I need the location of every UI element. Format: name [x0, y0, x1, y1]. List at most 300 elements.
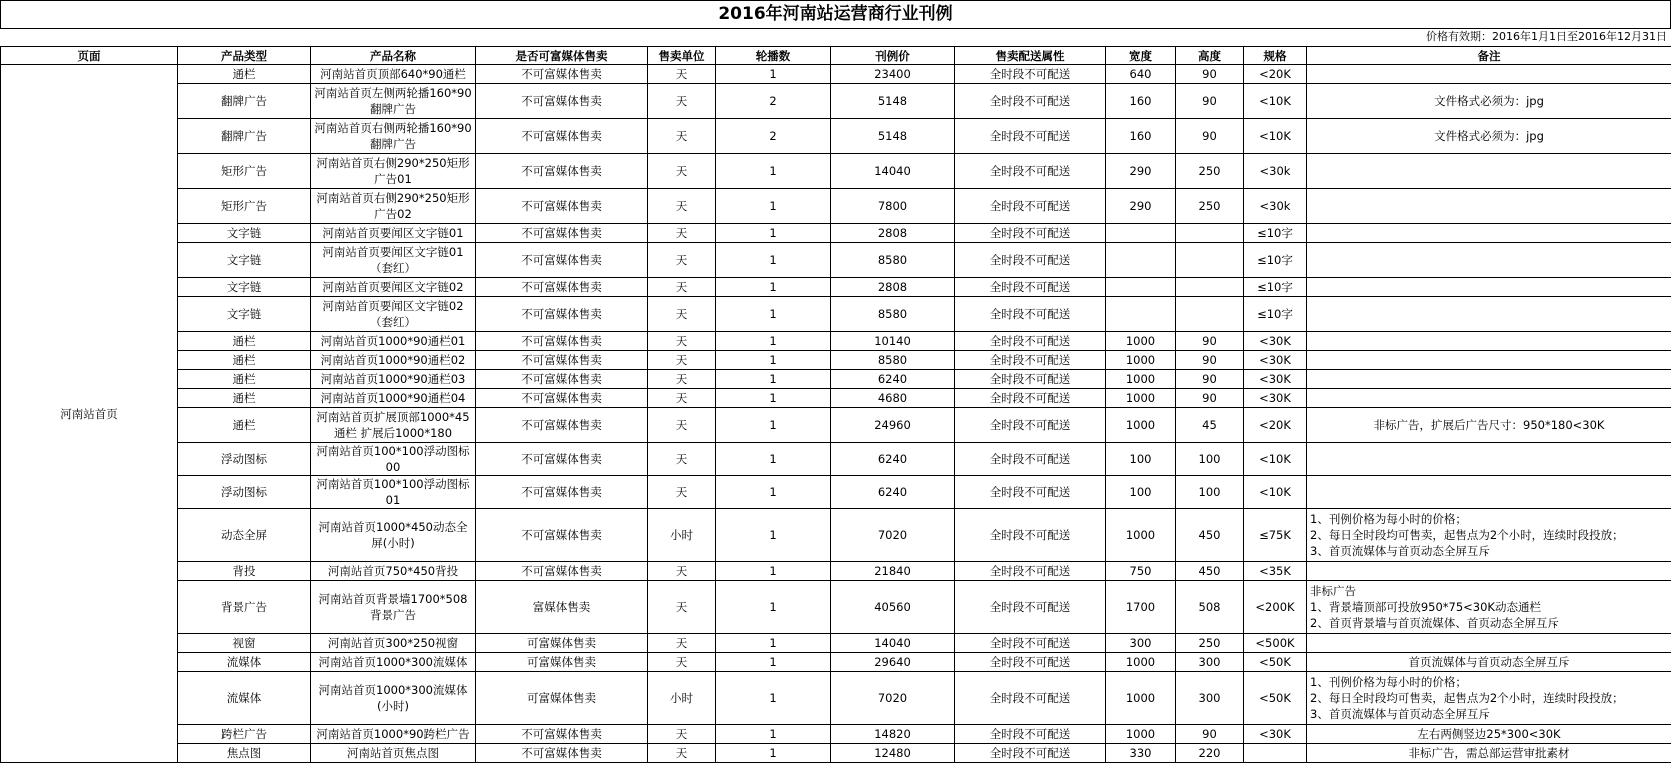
sales-unit-cell[interactable]: 天 — [648, 653, 716, 672]
product-name-cell[interactable]: 河南站首页背景墙1700*508背景广告 — [311, 581, 476, 634]
product-type-cell[interactable]: 通栏 — [178, 370, 311, 389]
note-line: 首页流媒体与首页动态全屏互斥 — [1408, 655, 1570, 669]
rotation-cell[interactable]: 1 — [716, 243, 831, 278]
spec-cell[interactable]: <50K — [1244, 653, 1307, 672]
rotation-cell[interactable]: 1 — [716, 476, 831, 509]
product-name-cell[interactable]: 河南站首页顶部640*90通栏 — [311, 65, 476, 84]
page-name-cell[interactable]: 河南站首页 — [1, 65, 178, 763]
col-header-sales-unit[interactable]: 售卖单位 — [648, 47, 716, 65]
delivery-cell[interactable]: 全时段不可配送 — [955, 634, 1106, 653]
product-name-cell[interactable]: 河南站首页1000*90跨栏广告 — [311, 725, 476, 744]
price-cell[interactable]: 7800 — [831, 189, 955, 224]
height-cell[interactable]: 90 — [1176, 65, 1244, 84]
sales-unit-cell[interactable]: 天 — [648, 154, 716, 189]
col-header-page[interactable]: 页面 — [1, 47, 178, 65]
notes-cell[interactable] — [1307, 243, 1671, 278]
price-cell[interactable]: 6240 — [831, 443, 955, 476]
rich-media-cell[interactable]: 不可富媒体售卖 — [476, 408, 648, 443]
rich-media-cell[interactable]: 不可富媒体售卖 — [476, 243, 648, 278]
product-type-cell[interactable]: 视窗 — [178, 634, 311, 653]
product-name-cell[interactable]: 河南站首页750*450背投 — [311, 562, 476, 581]
col-header-width[interactable]: 宽度 — [1106, 47, 1176, 65]
product-name-cell[interactable]: 河南站首页1000*90通栏04 — [311, 389, 476, 408]
sales-unit-cell[interactable]: 天 — [648, 562, 716, 581]
width-cell[interactable] — [1106, 278, 1176, 297]
rich-media-cell[interactable]: 可富媒体售卖 — [476, 653, 648, 672]
spec-cell[interactable]: <10K — [1244, 84, 1307, 119]
price-cell[interactable]: 24960 — [831, 408, 955, 443]
delivery-cell[interactable]: 全时段不可配送 — [955, 65, 1106, 84]
height-cell[interactable] — [1176, 243, 1244, 278]
rich-media-cell[interactable]: 不可富媒体售卖 — [476, 389, 648, 408]
delivery-cell[interactable]: 全时段不可配送 — [955, 297, 1106, 332]
rich-media-cell[interactable]: 不可富媒体售卖 — [476, 562, 648, 581]
delivery-cell[interactable]: 全时段不可配送 — [955, 278, 1106, 297]
price-cell[interactable]: 7020 — [831, 672, 955, 725]
notes-cell[interactable] — [1307, 672, 1671, 725]
height-cell[interactable] — [1176, 224, 1244, 243]
table-row — [1, 370, 1671, 389]
width-cell[interactable]: 1000 — [1106, 332, 1176, 351]
rotation-cell[interactable]: 1 — [716, 278, 831, 297]
delivery-cell[interactable]: 全时段不可配送 — [955, 581, 1106, 634]
table-row — [1, 672, 1671, 725]
height-cell[interactable] — [1176, 297, 1244, 332]
product-type-cell[interactable]: 通栏 — [178, 408, 311, 443]
width-cell[interactable]: 640 — [1106, 65, 1176, 84]
rich-media-cell[interactable]: 不可富媒体售卖 — [476, 744, 648, 763]
product-type-cell[interactable]: 焦点图 — [178, 744, 311, 763]
product-name-cell[interactable]: 河南站首页要闻区文字链02（套红） — [311, 297, 476, 332]
note-line: 2、首页背景墙与首页流媒体、首页动态全屏互斥 — [1310, 616, 1559, 630]
rich-media-cell[interactable]: 不可富媒体售卖 — [476, 509, 648, 562]
product-type-cell[interactable]: 通栏 — [178, 351, 311, 370]
rotation-cell[interactable]: 1 — [716, 224, 831, 243]
height-cell[interactable]: 90 — [1176, 351, 1244, 370]
product-name-cell[interactable]: 河南站首页焦点图 — [311, 744, 476, 763]
col-header-rotation[interactable]: 轮播数 — [716, 47, 831, 65]
sales-unit-cell[interactable]: 天 — [648, 297, 716, 332]
delivery-cell[interactable]: 全时段不可配送 — [955, 744, 1106, 763]
notes-cell[interactable] — [1307, 351, 1671, 370]
spec-cell[interactable]: ≤75K — [1244, 509, 1307, 562]
height-cell[interactable]: 100 — [1176, 476, 1244, 509]
delivery-cell[interactable]: 全时段不可配送 — [955, 351, 1106, 370]
note-line: 1、刊例价格为每小时的价格； — [1310, 512, 1467, 526]
notes-cell[interactable] — [1307, 408, 1671, 443]
table-row — [1, 389, 1671, 408]
width-cell[interactable]: 1000 — [1106, 370, 1176, 389]
height-cell[interactable]: 450 — [1176, 562, 1244, 581]
note-line: 3、首页流媒体与首页动态全屏互斥 — [1310, 544, 1490, 558]
rotation-cell[interactable]: 1 — [716, 297, 831, 332]
product-type-cell[interactable]: 流媒体 — [178, 672, 311, 725]
rotation-cell[interactable]: 1 — [716, 744, 831, 763]
price-cell[interactable]: 40560 — [831, 581, 955, 634]
product-name-cell[interactable]: 河南站首页右侧290*250矩形广告02 — [311, 189, 476, 224]
product-type-cell[interactable]: 文字链 — [178, 243, 311, 278]
sales-unit-cell[interactable]: 天 — [648, 224, 716, 243]
rotation-cell[interactable]: 1 — [716, 65, 831, 84]
spec-cell[interactable]: <30k — [1244, 189, 1307, 224]
product-type-cell[interactable]: 文字链 — [178, 224, 311, 243]
product-name-cell[interactable]: 河南站首页扩展顶部1000*45通栏 扩展后1000*180 — [311, 408, 476, 443]
width-cell[interactable]: 100 — [1106, 443, 1176, 476]
price-cell[interactable]: 6240 — [831, 476, 955, 509]
table-row — [1, 224, 1671, 243]
product-name-cell[interactable]: 河南站首页1000*300流媒体 — [311, 653, 476, 672]
notes-cell[interactable] — [1307, 224, 1671, 243]
rich-media-cell[interactable]: 富媒体售卖 — [476, 581, 648, 634]
rotation-cell[interactable]: 1 — [716, 370, 831, 389]
spec-cell[interactable]: <500K — [1244, 634, 1307, 653]
rotation-cell[interactable]: 1 — [716, 562, 831, 581]
notes-cell[interactable] — [1307, 65, 1671, 84]
price-cell[interactable]: 5148 — [831, 119, 955, 154]
price-cell[interactable]: 14040 — [831, 634, 955, 653]
sales-unit-cell[interactable]: 小时 — [648, 509, 716, 562]
sales-unit-cell[interactable]: 天 — [648, 332, 716, 351]
product-name-cell[interactable]: 河南站首页右侧两轮播160*90翻牌广告 — [311, 119, 476, 154]
notes-cell[interactable] — [1307, 443, 1671, 476]
price-cell[interactable]: 21840 — [831, 562, 955, 581]
delivery-cell[interactable]: 全时段不可配送 — [955, 154, 1106, 189]
price-cell[interactable]: 2808 — [831, 224, 955, 243]
rotation-cell[interactable]: 1 — [716, 189, 831, 224]
rotation-cell[interactable]: 1 — [716, 443, 831, 476]
sales-unit-cell[interactable]: 天 — [648, 351, 716, 370]
rich-media-cell[interactable]: 不可富媒体售卖 — [476, 297, 648, 332]
table-row — [1, 332, 1671, 351]
rotation-cell[interactable]: 1 — [716, 154, 831, 189]
delivery-cell[interactable]: 全时段不可配送 — [955, 653, 1106, 672]
spec-cell[interactable]: <50K — [1244, 672, 1307, 725]
rotation-cell[interactable]: 1 — [716, 634, 831, 653]
notes-cell[interactable] — [1307, 509, 1671, 562]
spec-cell[interactable]: <10K — [1244, 443, 1307, 476]
price-cell[interactable]: 14040 — [831, 154, 955, 189]
width-cell[interactable]: 1000 — [1106, 509, 1176, 562]
rich-media-cell[interactable]: 不可富媒体售卖 — [476, 119, 648, 154]
sales-unit-cell[interactable]: 天 — [648, 84, 716, 119]
notes-cell[interactable] — [1307, 476, 1671, 509]
width-cell[interactable]: 160 — [1106, 119, 1176, 154]
sales-unit-cell[interactable]: 天 — [648, 476, 716, 509]
height-cell[interactable]: 90 — [1176, 84, 1244, 119]
sales-unit-cell[interactable]: 天 — [648, 243, 716, 278]
product-name-cell[interactable]: 河南站首页1000*300流媒体(小时) — [311, 672, 476, 725]
width-cell[interactable]: 1000 — [1106, 408, 1176, 443]
sales-unit-cell[interactable]: 天 — [648, 725, 716, 744]
spec-cell[interactable]: <30K — [1244, 351, 1307, 370]
price-cell[interactable]: 4680 — [831, 389, 955, 408]
height-cell[interactable]: 220 — [1176, 744, 1244, 763]
spec-cell[interactable]: <30K — [1244, 389, 1307, 408]
sales-unit-cell[interactable]: 天 — [648, 389, 716, 408]
sales-unit-cell[interactable]: 天 — [648, 119, 716, 154]
product-name-cell[interactable]: 河南站首页右侧290*250矩形广告01 — [311, 154, 476, 189]
delivery-cell[interactable]: 全时段不可配送 — [955, 476, 1106, 509]
product-name-cell[interactable]: 河南站首页1000*90通栏03 — [311, 370, 476, 389]
price-cell[interactable]: 29640 — [831, 653, 955, 672]
product-type-cell[interactable]: 跨栏广告 — [178, 725, 311, 744]
width-cell[interactable]: 1000 — [1106, 672, 1176, 725]
sales-unit-cell[interactable]: 天 — [648, 443, 716, 476]
rich-media-cell[interactable]: 可富媒体售卖 — [476, 672, 648, 725]
width-cell[interactable]: 1000 — [1106, 725, 1176, 744]
spec-cell[interactable]: ≤10字 — [1244, 243, 1307, 278]
rich-media-cell[interactable]: 不可富媒体售卖 — [476, 351, 648, 370]
rotation-cell[interactable]: 1 — [716, 509, 831, 562]
product-type-cell[interactable]: 通栏 — [178, 332, 311, 351]
height-cell[interactable]: 90 — [1176, 370, 1244, 389]
width-cell[interactable]: 1000 — [1106, 389, 1176, 408]
product-type-cell[interactable]: 翻牌广告 — [178, 84, 311, 119]
spec-cell[interactable]: <30K — [1244, 332, 1307, 351]
spec-cell[interactable]: ≤10字 — [1244, 297, 1307, 332]
notes-cell[interactable] — [1307, 744, 1671, 763]
height-cell[interactable]: 90 — [1176, 332, 1244, 351]
sales-unit-cell[interactable]: 天 — [648, 634, 716, 653]
spec-cell[interactable]: <30K — [1244, 370, 1307, 389]
height-cell[interactable]: 90 — [1176, 389, 1244, 408]
sales-unit-cell[interactable]: 天 — [648, 370, 716, 389]
product-type-cell[interactable]: 矩形广告 — [178, 154, 311, 189]
spec-cell[interactable]: ≤10字 — [1244, 278, 1307, 297]
height-cell[interactable]: 90 — [1176, 725, 1244, 744]
sales-unit-cell[interactable]: 天 — [648, 189, 716, 224]
notes-cell[interactable] — [1307, 562, 1671, 581]
spec-cell[interactable]: <200K — [1244, 581, 1307, 634]
notes-cell[interactable] — [1307, 189, 1671, 224]
price-cell[interactable]: 23400 — [831, 65, 955, 84]
height-cell[interactable]: 300 — [1176, 653, 1244, 672]
price-cell[interactable]: 10140 — [831, 332, 955, 351]
header-row — [1, 47, 1671, 65]
product-type-cell[interactable]: 通栏 — [178, 65, 311, 84]
rich-media-cell[interactable]: 不可富媒体售卖 — [476, 224, 648, 243]
rotation-cell[interactable]: 1 — [716, 653, 831, 672]
table-body — [1, 65, 1671, 763]
price-cell[interactable]: 6240 — [831, 370, 955, 389]
col-header-delivery[interactable]: 售卖配送属性 — [955, 47, 1106, 65]
rotation-cell[interactable]: 1 — [716, 725, 831, 744]
delivery-cell[interactable]: 全时段不可配送 — [955, 408, 1106, 443]
product-name-cell[interactable]: 河南站首页要闻区文字链01 — [311, 224, 476, 243]
sales-unit-cell[interactable]: 天 — [648, 744, 716, 763]
rich-media-cell[interactable]: 不可富媒体售卖 — [476, 725, 648, 744]
price-cell[interactable]: 5148 — [831, 84, 955, 119]
spec-cell[interactable]: <35K — [1244, 562, 1307, 581]
rich-media-cell[interactable]: 不可富媒体售卖 — [476, 154, 648, 189]
width-cell[interactable]: 160 — [1106, 84, 1176, 119]
product-type-cell[interactable]: 文字链 — [178, 297, 311, 332]
width-cell[interactable]: 1700 — [1106, 581, 1176, 634]
notes-cell[interactable] — [1307, 634, 1671, 653]
product-name-cell[interactable]: 河南站首页1000*450动态全屏(小时) — [311, 509, 476, 562]
product-type-cell[interactable]: 背投 — [178, 562, 311, 581]
product-type-cell[interactable]: 流媒体 — [178, 653, 311, 672]
rotation-cell[interactable]: 1 — [716, 408, 831, 443]
rich-media-cell[interactable]: 不可富媒体售卖 — [476, 370, 648, 389]
product-type-cell[interactable]: 动态全屏 — [178, 509, 311, 562]
rich-media-cell[interactable]: 可富媒体售卖 — [476, 634, 648, 653]
col-header-height[interactable]: 高度 — [1176, 47, 1244, 65]
delivery-cell[interactable]: 全时段不可配送 — [955, 725, 1106, 744]
note-line: 3、首页流媒体与首页动态全屏互斥 — [1310, 707, 1490, 721]
notes-cell[interactable] — [1307, 332, 1671, 351]
width-cell[interactable]: 330 — [1106, 744, 1176, 763]
delivery-cell[interactable]: 全时段不可配送 — [955, 562, 1106, 581]
product-name-cell[interactable]: 河南站首页1000*90通栏01 — [311, 332, 476, 351]
price-cell[interactable]: 8580 — [831, 351, 955, 370]
delivery-cell[interactable]: 全时段不可配送 — [955, 189, 1106, 224]
width-cell[interactable] — [1106, 297, 1176, 332]
product-name-cell[interactable]: 河南站首页100*100浮动图标01 — [311, 476, 476, 509]
notes-cell[interactable] — [1307, 278, 1671, 297]
rich-media-cell[interactable]: 不可富媒体售卖 — [476, 84, 648, 119]
product-type-cell[interactable]: 矩形广告 — [178, 189, 311, 224]
notes-cell[interactable] — [1307, 581, 1671, 634]
spec-cell[interactable]: ≤10字 — [1244, 224, 1307, 243]
notes-cell[interactable] — [1307, 389, 1671, 408]
product-type-cell[interactable]: 翻牌广告 — [178, 119, 311, 154]
product-type-cell[interactable]: 浮动图标 — [178, 443, 311, 476]
notes-cell[interactable] — [1307, 370, 1671, 389]
table-row — [1, 509, 1671, 562]
product-type-cell[interactable]: 浮动图标 — [178, 476, 311, 509]
height-cell[interactable] — [1176, 278, 1244, 297]
height-cell[interactable]: 45 — [1176, 408, 1244, 443]
col-header-rich-media[interactable]: 是否可富媒体售卖 — [476, 47, 648, 65]
height-cell[interactable]: 100 — [1176, 443, 1244, 476]
rich-media-cell[interactable]: 不可富媒体售卖 — [476, 278, 648, 297]
rotation-cell[interactable]: 1 — [716, 351, 831, 370]
product-name-cell[interactable]: 河南站首页左侧两轮播160*90翻牌广告 — [311, 84, 476, 119]
delivery-cell[interactable]: 全时段不可配送 — [955, 389, 1106, 408]
height-cell[interactable]: 250 — [1176, 154, 1244, 189]
rotation-cell[interactable]: 1 — [716, 389, 831, 408]
product-name-cell[interactable]: 河南站首页100*100浮动图标00 — [311, 443, 476, 476]
height-cell[interactable]: 450 — [1176, 509, 1244, 562]
price-cell[interactable]: 7020 — [831, 509, 955, 562]
delivery-cell[interactable]: 全时段不可配送 — [955, 332, 1106, 351]
width-cell[interactable]: 290 — [1106, 189, 1176, 224]
width-cell[interactable]: 100 — [1106, 476, 1176, 509]
table-row — [1, 653, 1671, 672]
table-row — [1, 634, 1671, 653]
rotation-cell[interactable]: 1 — [716, 672, 831, 725]
rich-media-cell[interactable]: 不可富媒体售卖 — [476, 443, 648, 476]
rich-media-cell[interactable]: 不可富媒体售卖 — [476, 189, 648, 224]
product-name-cell[interactable]: 河南站首页1000*90通栏02 — [311, 351, 476, 370]
sales-unit-cell[interactable]: 天 — [648, 65, 716, 84]
rich-media-cell[interactable]: 不可富媒体售卖 — [476, 65, 648, 84]
note-line: 非标广告，扩展后广告尺寸：950*180<30K — [1373, 418, 1605, 432]
price-cell[interactable]: 2808 — [831, 278, 955, 297]
width-cell[interactable]: 300 — [1106, 634, 1176, 653]
table-row — [1, 443, 1671, 476]
height-cell[interactable]: 508 — [1176, 581, 1244, 634]
delivery-cell[interactable]: 全时段不可配送 — [955, 243, 1106, 278]
spec-cell[interactable]: <20K — [1244, 65, 1307, 84]
width-cell[interactable] — [1106, 243, 1176, 278]
spec-cell[interactable]: <20K — [1244, 408, 1307, 443]
rotation-cell[interactable]: 1 — [716, 332, 831, 351]
width-cell[interactable] — [1106, 224, 1176, 243]
price-cell[interactable]: 12480 — [831, 744, 955, 763]
delivery-cell[interactable]: 全时段不可配送 — [955, 370, 1106, 389]
rich-media-cell[interactable]: 不可富媒体售卖 — [476, 476, 648, 509]
col-header-product-name[interactable]: 产品名称 — [311, 47, 476, 65]
delivery-cell[interactable]: 全时段不可配送 — [955, 672, 1106, 725]
note-line: 文件格式必须为：jpg — [1434, 94, 1544, 108]
notes-cell[interactable] — [1307, 725, 1671, 744]
product-type-cell[interactable]: 背景广告 — [178, 581, 311, 634]
table-row — [1, 408, 1671, 443]
height-cell[interactable]: 90 — [1176, 119, 1244, 154]
validity-period: 价格有效期：2016年1月1日至2016年12月31日 — [1426, 30, 1667, 43]
spec-cell[interactable]: <10K — [1244, 476, 1307, 509]
product-type-cell[interactable]: 通栏 — [178, 389, 311, 408]
delivery-cell[interactable]: 全时段不可配送 — [955, 509, 1106, 562]
sales-unit-cell[interactable]: 天 — [648, 278, 716, 297]
price-cell[interactable]: 14820 — [831, 725, 955, 744]
sales-unit-cell[interactable]: 天 — [648, 581, 716, 634]
product-name-cell[interactable]: 河南站首页要闻区文字链02 — [311, 278, 476, 297]
rotation-cell[interactable]: 1 — [716, 581, 831, 634]
notes-cell[interactable] — [1307, 653, 1671, 672]
col-header-spec[interactable]: 规格 — [1244, 47, 1307, 65]
sales-unit-cell[interactable]: 小时 — [648, 672, 716, 725]
sheet-title: 2016年河南站运营商行业刊例 — [0, 0, 1671, 29]
spec-cell[interactable] — [1244, 744, 1307, 763]
rotation-cell[interactable]: 2 — [716, 84, 831, 119]
col-header-product-type[interactable]: 产品类型 — [178, 47, 311, 65]
notes-cell[interactable] — [1307, 119, 1671, 154]
rotation-cell[interactable]: 2 — [716, 119, 831, 154]
price-cell[interactable]: 8580 — [831, 243, 955, 278]
notes-cell[interactable] — [1307, 297, 1671, 332]
table-row — [1, 278, 1671, 297]
height-cell[interactable]: 300 — [1176, 672, 1244, 725]
height-cell[interactable]: 250 — [1176, 634, 1244, 653]
spec-cell[interactable]: <30K — [1244, 725, 1307, 744]
price-cell[interactable]: 8580 — [831, 297, 955, 332]
rate-card-table — [0, 46, 1671, 763]
width-cell[interactable]: 750 — [1106, 562, 1176, 581]
sales-unit-cell[interactable]: 天 — [648, 408, 716, 443]
col-header-notes[interactable]: 备注 — [1307, 47, 1671, 65]
delivery-cell[interactable]: 全时段不可配送 — [955, 119, 1106, 154]
spec-cell[interactable]: <10K — [1244, 119, 1307, 154]
height-cell[interactable]: 250 — [1176, 189, 1244, 224]
product-name-cell[interactable]: 河南站首页要闻区文字链01（套红） — [311, 243, 476, 278]
width-cell[interactable]: 1000 — [1106, 653, 1176, 672]
product-name-cell[interactable]: 河南站首页300*250视窗 — [311, 634, 476, 653]
delivery-cell[interactable]: 全时段不可配送 — [955, 443, 1106, 476]
product-type-cell[interactable]: 文字链 — [178, 278, 311, 297]
spec-cell[interactable]: <30k — [1244, 154, 1307, 189]
rich-media-cell[interactable]: 不可富媒体售卖 — [476, 332, 648, 351]
notes-cell[interactable] — [1307, 84, 1671, 119]
delivery-cell[interactable]: 全时段不可配送 — [955, 224, 1106, 243]
width-cell[interactable]: 290 — [1106, 154, 1176, 189]
notes-cell[interactable] — [1307, 154, 1671, 189]
width-cell[interactable]: 1000 — [1106, 351, 1176, 370]
col-header-price[interactable]: 刊例价 — [831, 47, 955, 65]
delivery-cell[interactable]: 全时段不可配送 — [955, 84, 1106, 119]
